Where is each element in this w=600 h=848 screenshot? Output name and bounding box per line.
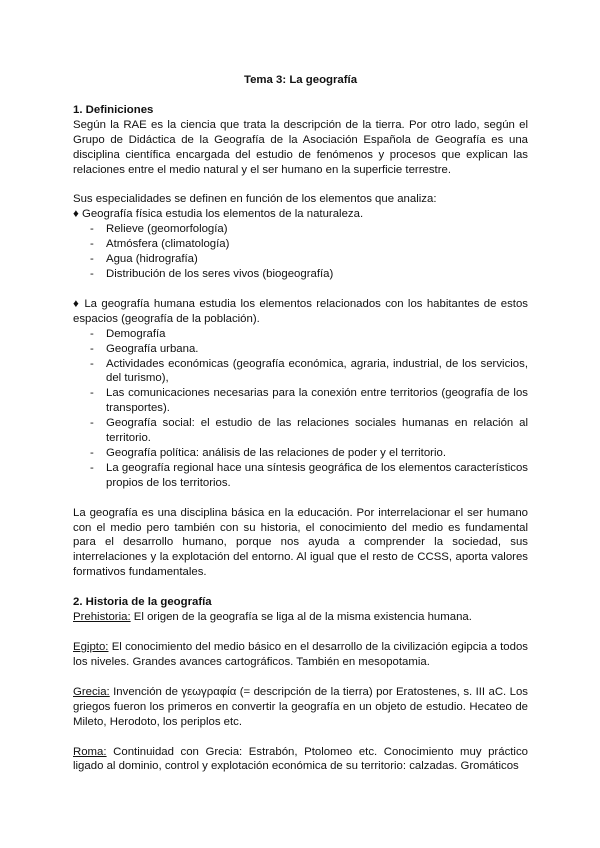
list-item: - Geografía social: el estudio de las relaciones sociales humanas en relación al territorio. (73, 416, 528, 446)
human-geography-line: ♦ La geografía humana estudia los elementos relacionados con los habitantes de estos espacios (geografía de la población). (73, 297, 528, 325)
list-item: - Relieve (geomorfología) (73, 222, 528, 237)
page-title: Tema 3: La geografía (243, 74, 358, 86)
document-content (73, 73, 528, 774)
entry-text: Continuidad con Grecia: Estrabón, Ptolomeo etc. Conocimiento muy práctico ligado al dominio, control y explotación económica de su territorio: calzadas. Gromáticos (73, 745, 528, 773)
history-entry-egipto (73, 640, 528, 670)
definition-paragraph: Según la RAE es la ciencia que trata la descripción de la tierra. Por otro lado, según el Grupo de Didáctica de la Geografía de la Asociación Española de Geografía es una disciplina científica encargada del estudio de fenómenos y procesos que explican las relaciones entre el medio natural y el ser humano en la superficie terrestre. (73, 118, 528, 176)
physical-geography-line: ♦ Geografía física estudia los elementos de la naturaleza. (73, 208, 364, 221)
list-item: - Geografía urbana. (73, 342, 528, 357)
entry-label: Roma: (73, 745, 107, 758)
history-entry-grecia (73, 685, 528, 730)
list-item: - Agua (hidrografía) (73, 252, 528, 267)
specialties-intro: Sus especialidades se definen en función de los elementos que analiza: (73, 193, 437, 206)
entry-label: Grecia: (73, 685, 110, 698)
section-2-heading: 2. Historia de la geografía (73, 596, 212, 609)
entry-label: Egipto: (73, 641, 109, 653)
entry-text: Invención de γεωγραφία (= descripción de la tierra) por Eratostenes, s. III aC. Los griegos fueron los primeros en convertir la geografía en un objeto de estudio. Hecateo de Mileto, Herodoto, los periplos etc. (73, 685, 528, 728)
list-item: - Distribución de los seres vivos (biogeografía) (73, 267, 528, 282)
closing-paragraph: La geografía es una disciplina básica en la educación. Por interrelacionar el ser humano con el medio pero también con su historia, el conocimiento del medio es fundamental para el desarrollo humano, porque nos ayuda a comprender la sociedad, sus interrelaciones y la explotación del entorno. Al igual que el resto de CCSS, aporta valores formativos fundamentales. (73, 506, 528, 579)
entry-text: El origen de la geografía se liga al de la misma existencia humana. (130, 611, 472, 624)
list-item: - La geografía regional hace una síntesis geográfica de los elementos característicos propios de los territorios. (73, 461, 528, 491)
list-item: - Las comunicaciones necesarias para la conexión entre territorios (geografía de los transportes). (73, 386, 528, 416)
section-1-heading: 1. Definiciones (73, 103, 154, 116)
entry-text: El conocimiento del medio básico en el desarrollo de la civilización egipcia a todos los niveles. Grandes avances cartográficos. También en mesopotamia. (73, 641, 528, 668)
list-item: - Demografía (73, 327, 528, 342)
entry-label: Prehistoria: (73, 611, 131, 624)
history-entry-roma (73, 745, 528, 775)
list-item: - Atmósfera (climatología) (73, 237, 528, 252)
human-geography-list (73, 327, 528, 491)
history-entry-prehistoria (73, 610, 528, 625)
list-item: - Geografía política: análisis de las relaciones de poder y el territorio. (73, 446, 528, 461)
list-item: - Actividades económicas (geografía económica, agraria, industrial, de los servicios, del turismo), (73, 357, 528, 387)
physical-geography-list (73, 222, 528, 282)
